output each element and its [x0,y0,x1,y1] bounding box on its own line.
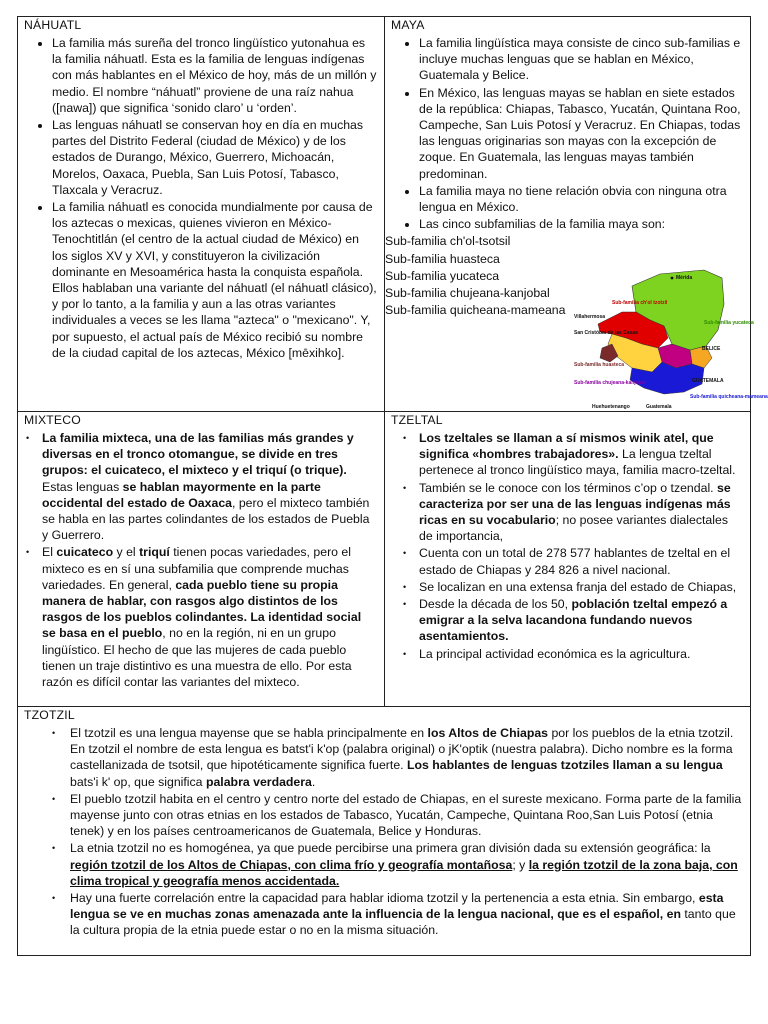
bold-text: cuicateco [56,545,114,560]
text: La lengua tzeltal pertenece al tronco lingüístico maya, familia macro-tzeltal. [419,447,736,478]
text: Estas lenguas [42,479,123,494]
text: ; no posee variantes dialectales de importancia, [419,513,728,544]
maya-subfamilies-map [572,264,768,412]
tzotzil-heading: TZOTZIL [24,708,75,722]
tzeltal-cell [385,412,750,706]
maya-subfamily: Sub-familia huasteca [385,251,500,266]
nahuatl-cell [18,17,385,411]
bold-text: Los tzeltales se llaman a sí mismos winik atel, que significa «hombres trabajadores». [419,431,714,462]
map-label-sancris: San Cristóbal de las Casas [574,330,638,336]
underlined-bold-text: la región tzotzil de la zona baja, con clima tropical y geografía menos accidentada. [70,857,738,888]
map-label-huast: Sub-familia huasteca [574,362,625,368]
maya-list [391,35,744,232]
map-label-cholt: Sub-familia ch'ol tzotzil [612,300,668,306]
tzotzil-list [24,725,744,939]
list-item [70,840,744,889]
tzotzil-cell [18,707,750,955]
list-item: • Cuenta con un total de 278 577 hablantes de tzeltal en el estado de Chiapas y 284 826 a nivel nacional. [419,545,744,577]
text: El [42,545,57,560]
list-item: • La familia maya no tiene relación obvia con ninguna otra lengua en México. [419,183,744,215]
list-item [419,480,744,545]
map-label-quich: Sub-familia quicheana-mameana [690,394,768,400]
list-item: • La familia náhuatl es conocida mundialmente por causa de los aztecas o mexicas, quienes vivieron en México-Tenochtitlán (el centro de la actual ciudad de México) en los siglos XV y XVI, y constituyeron la civilización dominante en Mesoamérica hasta la conquista española. Ellos hablaban una variante del náhuatl (el náhuatl clásico), y por lo tanto, a la familia y aun a las otras variantes individuales a veces se les llama "azteca" o "mexicano". Y, por supuesto, el actual país de México recibió su nombre de la ciudad capital de los aztecas, México [mēxihko]. [52,199,378,361]
bold-text: población tzeltal empezó a emigrar a la selva lacandona fundando nuevos asentamientos. [419,597,728,644]
bold-text: La familia mixteca, una de las familias más grandes y diversas en el tronco otomangue, se divide en tres grupos: el cuicateco, el mixteco y el triquí (o trique). [42,431,354,478]
list-item [70,725,744,790]
list-item: • La principal actividad económica es la agricultura. [419,646,744,662]
mixteco-cell [18,412,385,706]
bold-text: cada pueblo tiene su propia manera de hablar, con rasgos algo distintos de los rasgos de los pueblos colindantes. La identidad social se basa en el pueblo [42,577,362,641]
nahuatl-heading: NÁHUATL [24,18,82,32]
bold-text: Los hablantes de lenguas tzotziles llaman a su lengua [407,758,723,773]
text: por los pueblos de la etnia tzotzil. En tzotzil el nombre de esta lengua es batst'i k'op (palabra original) o jK'optik (nuestra palabra). Dicho nombre es la forma castellanizada de tsotsil, que hipotéticamente significa fuerte. [70,726,734,773]
list-item [70,890,744,939]
text: También se le conoce con los términos c’op o tzendal. [419,480,718,495]
map-label-huehue: Huehuetenango [592,404,630,410]
table-row [18,412,750,707]
text: El tzotzil es una lengua mayense que se habla principalmente en [70,726,428,740]
maya-heading: MAYA [391,18,425,32]
mixteco-heading: MIXTECO [24,413,81,427]
list-item: • El pueblo tzotzil habita en el centro y centro norte del estado de Chiapas, en el sureste mexicano. Forma parte de la familia mayense junto con otras etnias en los estados de Tabasco, Yucatán, Campeche, Quintana Roo,San Luis Potosí (etnia tenek) y en los países centroamericanos de Guatemala, Belice y Honduras. [70,791,744,840]
bold-text: se caracteriza por ser una de las lenguas indígenas más ricas en su vocabulario [419,480,731,528]
map-label-chuj: Sub-familia chujeana-kanjobal [574,380,646,386]
nahuatl-list [24,35,378,361]
bold-text: esta lengua se ve en muchas zonas amenazada ante la influencia de la lengua nacional, que es el español, en [70,891,724,922]
map-label-guat: GUATEMALA [692,378,724,384]
map-label-yuc: Sub-familia yucateca [704,320,754,326]
list-item [42,544,378,690]
text: bats'i k' op, que significa [70,774,206,789]
list-item: • La familia lingüística maya consiste de cinco sub-familias e incluye muchas lenguas que se hablan en México, Guatemala y Belice. [419,35,744,84]
maya-subfamily: Sub-familia chujeana-kanjobal [385,286,550,301]
map-label-belice: BELICE [702,346,721,352]
tzeltal-list [391,430,744,662]
text: , no en la región, ni en un grupo lingüístico. El hecho de que las mujeres de cada pueblo tienen un traje distintivo es una muestra de ello. Por esta razón es difícil contar las variantes del mixteco. [42,626,352,690]
text: tanto que la cultura propia de la etnia puede estar o no en la misma situación. [70,907,736,938]
text: Hay una fuerte correlación entre la capacidad para hablar idioma tzotzil y la pertenencia a esta etnia. Sin embargo, [70,891,699,906]
list-item [419,430,744,479]
maya-subfamily: Sub-familia ch'ol-tsotsil [385,234,511,249]
bold-text: se hablan mayormente en la parte occidental del estado de Oaxaca [42,479,321,510]
text: . [311,774,316,789]
text: tienen pocas variedades, pero el mixteco es en sí una subfamilia que comprende muchas variedades. En general, [42,545,351,592]
list-item: • Se localizan en una extensa franja del estado de Chiapas, [419,579,744,595]
table-row [18,707,750,955]
maya-subfamily: Sub-familia yucateca [385,268,500,283]
list-item: • Las lenguas náhuatl se conservan hoy en día en muchas partes del Distrito Federal (ciudad de México) y de los estados de Durango, México, Guerrero, Michoacán, Morelos, Oaxaca, Puebla, San Luis Potosí, Tabasco, Tlaxcala y Veracruz. [52,117,378,198]
list-item [419,596,744,645]
tzeltal-heading: TZELTAL [391,413,443,427]
language-table [17,16,751,956]
merida-dot [671,277,674,280]
text: ; y [512,857,529,872]
text: y el [113,545,140,560]
list-item: • La familia más sureña del tronco lingüístico yutonahua es la familia náhuatl. Esta es la familia de lenguas indígenas con más hablantes en el México de hoy, más de un millón y medio. El nombre “náhuatl” proviene de una raíz nahua ([nawa]) que significa ‘sonido claro’ u ‘orden’. [52,35,378,116]
bold-text: los Altos de Chiapas [427,726,549,740]
mixteco-list [24,430,378,690]
text: , pero el mixteco también se habla en las partes colindantes de los estados de Puebla y Guerrero. [42,495,370,543]
map-label-villa: Villahermosa [574,314,606,320]
text: La etnia tzotzil no es homogénea, ya que puede percibirse una primera gran división dada su extensión geográfica: la [70,841,711,856]
list-item: • Las cinco subfamilias de la familia maya son: [419,216,744,232]
map-label-gtenango: Guatemala [646,404,672,410]
bold-text: triquí [139,545,170,560]
underlined-bold-text: región tzotzil de los Altos de Chiapas, con clima frío y geografía montañosa [70,857,513,872]
text: Desde la década de los 50, [419,597,572,612]
map-label-merida: Mérida [676,275,693,281]
list-item [42,430,378,543]
maya-subfamily: Sub-familia quicheana-mameana [385,303,566,318]
bold-text: palabra verdadera [205,774,312,789]
list-item: • En México, las lenguas mayas se hablan en siete estados de la república: Chiapas, Tabasco, Yucatán, Quintana Roo, Campeche, San Luis Potosí y Veracruz. En Chiapas, todas las lenguas originarias son mayas con la excepción de zoque. En Guatemala, las lenguas mayas también predominan. [419,85,744,182]
